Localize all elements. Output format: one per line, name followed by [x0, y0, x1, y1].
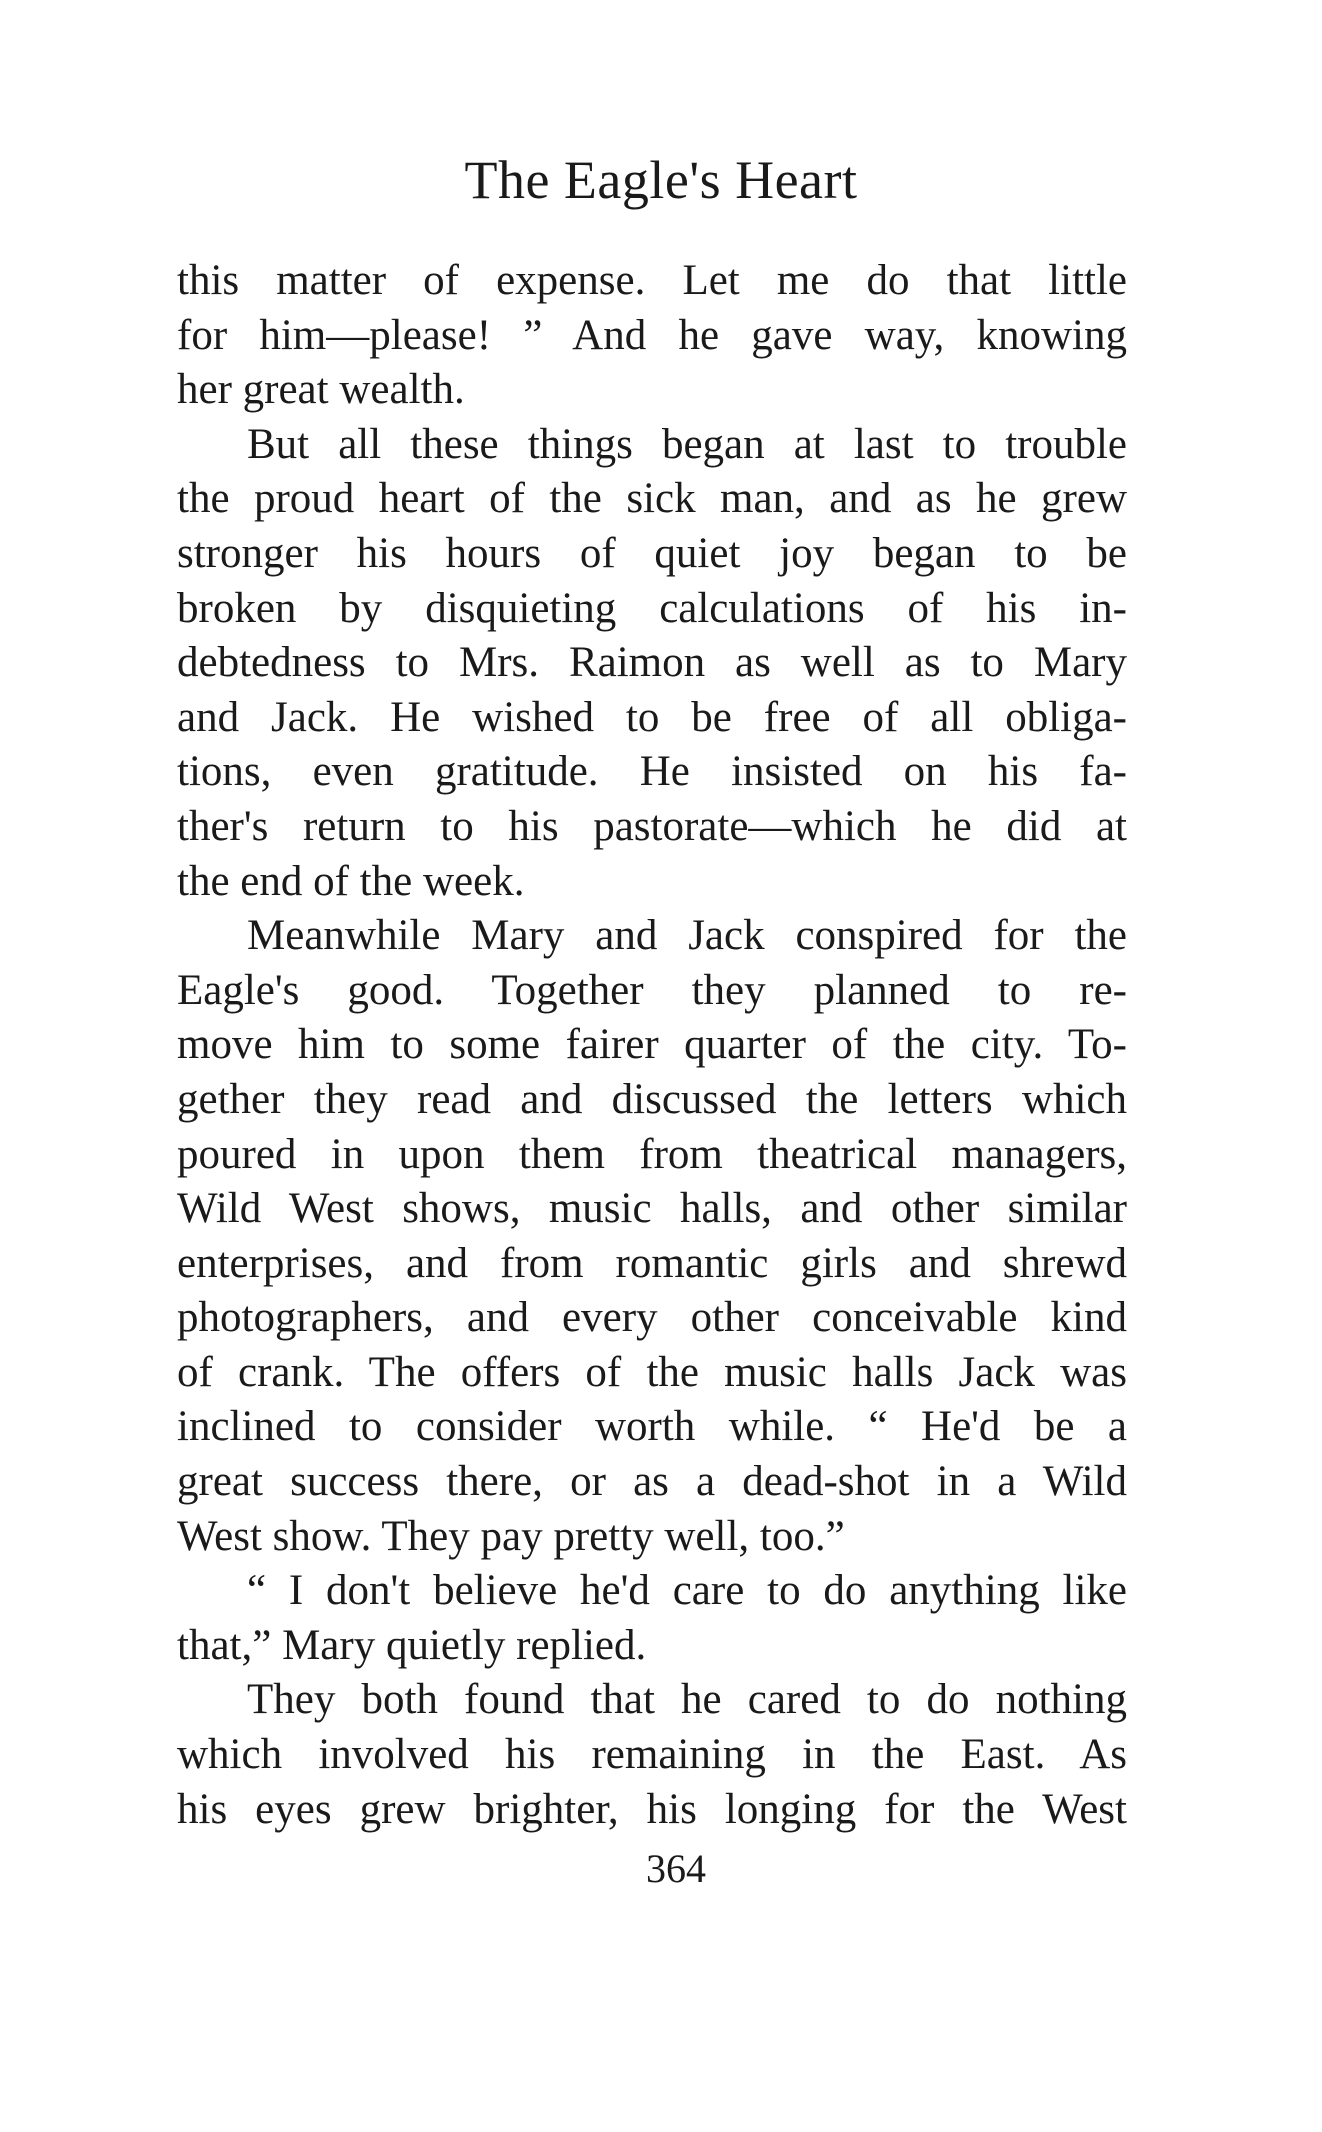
text-line: the end of the week.	[177, 857, 525, 905]
text-line: But all these things began at last to trouble	[247, 420, 1127, 468]
text-line: of crank. The offers of the music halls Jack was	[177, 1348, 1127, 1396]
text-line: move him to some fairer quarter of the city. To-	[177, 1021, 1127, 1069]
text-line: enterprises, and from romantic girls and shrewd	[177, 1239, 1127, 1287]
text-line: that,” Mary quietly replied.	[177, 1621, 647, 1669]
text-line: Meanwhile Mary and Jack conspired for the	[247, 912, 1127, 960]
text-line: stronger his hours of quiet joy began to be	[177, 529, 1127, 577]
text-line: Eagle's good. Together they planned to re-	[177, 966, 1127, 1014]
text-line: for him—please! ” And he gave way, knowing	[177, 311, 1127, 359]
text-line: West show. They pay pretty well, too.”	[177, 1512, 845, 1560]
text-line: photographers, and every other conceivable kind	[177, 1294, 1127, 1342]
text-line: ther's return to his pastorate—which he did at	[177, 802, 1127, 850]
text-line: inclined to consider worth while. “ He'd be a	[177, 1403, 1127, 1451]
text-line: debtedness to Mrs. Raimon as well as to Mary	[177, 639, 1127, 687]
text-line: which involved his remaining in the East. As	[177, 1731, 1127, 1779]
text-line: tions, even gratitude. He insisted on his fa-	[177, 748, 1127, 796]
text-line: the proud heart of the sick man, and as he grew	[177, 475, 1127, 523]
text-line: his eyes grew brighter, his longing for the West	[177, 1785, 1127, 1833]
running-head: The Eagle's Heart	[464, 150, 858, 210]
text-line: and Jack. He wished to be free of all obliga-	[177, 693, 1127, 741]
text-line: “ I don't believe he'd care to do anything like	[247, 1567, 1127, 1615]
text-line: gether they read and discussed the letters which	[177, 1075, 1127, 1123]
page-number: 364	[646, 1846, 706, 1891]
text-line: Wild West shows, music halls, and other similar	[177, 1185, 1127, 1233]
body-text	[177, 254, 1127, 1837]
text-line: broken by disquieting calculations of his in-	[177, 584, 1127, 632]
text-line: this matter of expense. Let me do that little	[177, 257, 1127, 304]
text-line: poured in upon them from theatrical managers,	[177, 1130, 1127, 1178]
text-line: They both found that he cared to do nothing	[247, 1676, 1127, 1724]
text-line: great success there, or as a dead-shot in a Wild	[177, 1458, 1127, 1506]
text-line: her great wealth.	[177, 366, 465, 414]
